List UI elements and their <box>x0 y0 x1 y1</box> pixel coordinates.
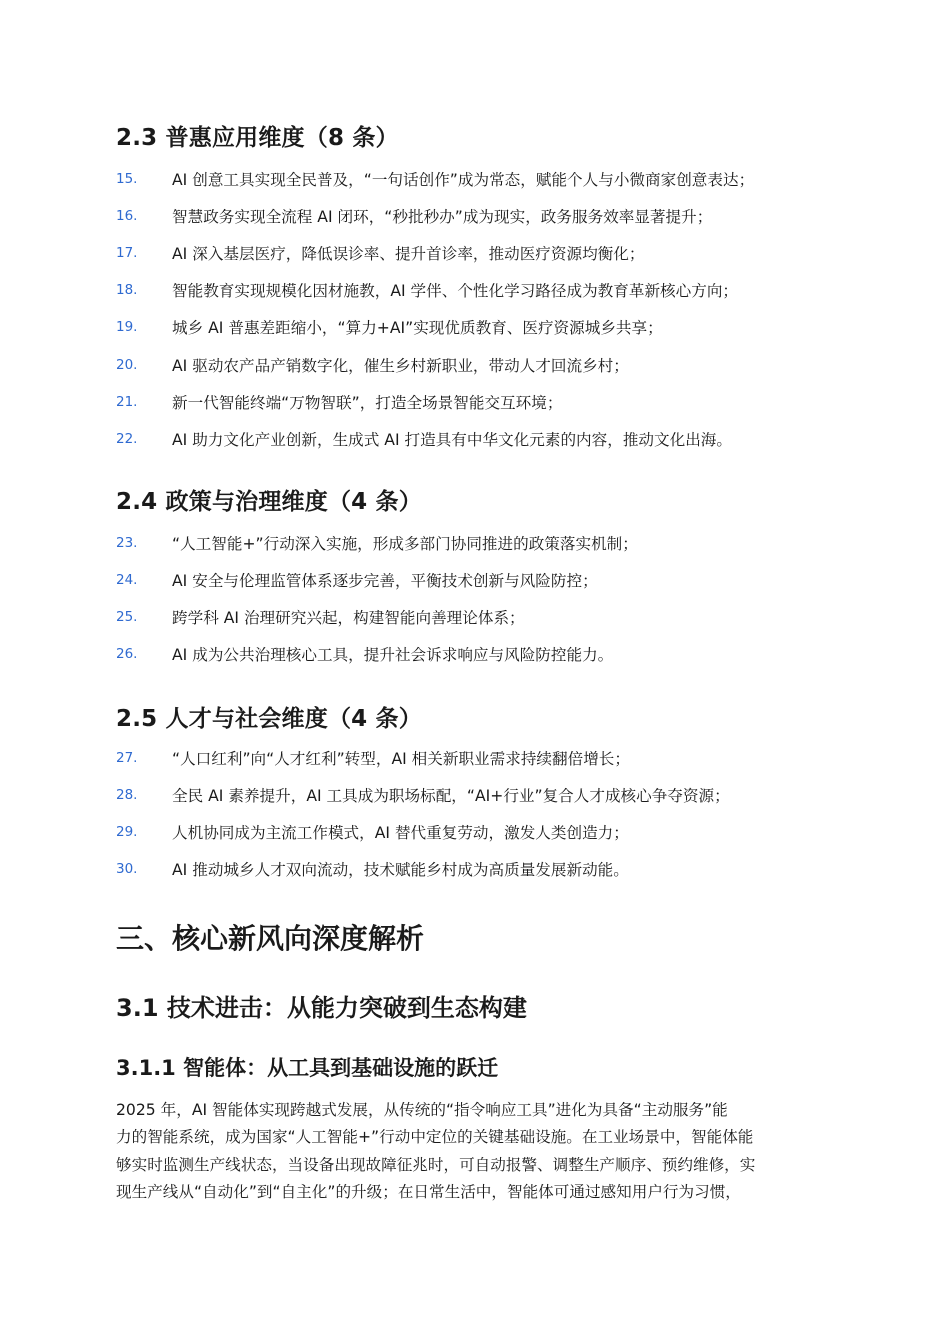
chapter-title: 三、核心新风向深度解析 <box>116 922 425 955</box>
item-number: 23. <box>116 534 138 551</box>
item-text: AI 深入基层医疗，降低误诊率、提升首诊率，推动医疗资源均衡化； <box>172 244 645 263</box>
item-number: 20. <box>116 356 138 373</box>
item-text: AI 成为公共治理核心工具，提升社会诉求响应与风险防控能力。 <box>172 646 614 665</box>
list-item <box>116 524 846 561</box>
section-heading-2-3: 2.3 普惠应用维度（8 条） <box>116 125 399 151</box>
subsection-heading-3-1: 3.1 技术进击：从能力突破到生态构建 <box>116 994 527 1022</box>
item-number: 21. <box>116 393 138 410</box>
body-paragraph <box>116 1097 846 1206</box>
item-text: 城乡 AI 普惠差距缩小，“算力+AI”实现优质教育、医疗资源城乡共享； <box>172 319 663 338</box>
list-item <box>116 636 846 673</box>
item-text: “人工智能+”行动深入实施，形成多部门协同推进的政策落实机制； <box>172 534 638 553</box>
list-item <box>116 598 846 635</box>
paragraph-line: 力的智能系统，成为国家“人工智能+”行动中定位的关键基础设施。在工业场景中，智能体能 <box>116 1128 754 1147</box>
list-item <box>116 851 846 888</box>
item-text: 全民 AI 素养提升，AI 工具成为职场标配，“AI+行业”复合人才成核心争夺资源； <box>172 786 730 805</box>
list-item <box>116 309 846 346</box>
list-item <box>116 561 846 598</box>
item-text: AI 创意工具实现全民普及，“一句话创作”成为常态，赋能个人与小微商家创意表达； <box>172 170 755 189</box>
section-heading-2-4: 2.4 政策与治理维度（4 条） <box>116 489 422 515</box>
list-item <box>116 234 846 271</box>
item-text: 新一代智能终端“万物智联”，打造全场景智能交互环境； <box>172 393 563 412</box>
item-number: 26. <box>116 646 138 663</box>
section-heading-2-5: 2.5 人才与社会维度（4 条） <box>116 706 422 732</box>
paragraph-line: 够实时监测生产线状态，当设备出现故障征兆时，可自动报警、调整生产顺序、预约维修，实 <box>116 1155 756 1174</box>
item-text: 人机协同成为主流工作模式，AI 替代重复劳动，激发人类创造力； <box>172 823 629 842</box>
item-number: 29. <box>116 823 138 840</box>
item-number: 24. <box>116 571 138 588</box>
item-number: 25. <box>116 608 138 625</box>
item-number: 30. <box>116 861 138 878</box>
section-2-4-list <box>116 524 846 673</box>
paragraph-line: 2025 年，AI 智能体实现跨越式发展，从传统的“指令响应工具”进化为具备“主动服务”能 <box>116 1101 728 1119</box>
item-text: 智慧政务实现全流程 AI 闭环，“秒批秒办”成为现实，政务服务效率显著提升； <box>172 207 713 226</box>
section-2-5-list <box>116 739 846 888</box>
item-text: AI 助力文化产业创新，生成式 AI 打造具有中华文化元素的内容，推动文化出海。 <box>172 430 732 449</box>
item-number: 27. <box>116 749 138 766</box>
list-item <box>116 420 846 457</box>
item-text: AI 推动城乡人才双向流动，技术赋能乡村成为高质量发展新动能。 <box>172 861 629 880</box>
item-number: 16. <box>116 207 138 224</box>
list-item <box>116 813 846 850</box>
paragraph-line: 现生产线从“自动化”到“自主化”的升级；在日常生活中，智能体可通过感知用户行为习惯， <box>116 1182 741 1201</box>
item-number: 28. <box>116 786 138 803</box>
list-item <box>116 383 846 420</box>
item-number: 18. <box>116 282 138 299</box>
item-text: “人口红利”向“人才红利”转型，AI 相关新职业需求持续翻倍增长； <box>172 749 630 768</box>
list-item <box>116 197 846 234</box>
item-text: 跨学科 AI 治理研究兴起，构建智能向善理论体系； <box>172 608 525 627</box>
item-number: 17. <box>116 244 138 261</box>
list-item <box>116 776 846 813</box>
item-number: 22. <box>116 430 138 447</box>
section-2-3-list <box>116 160 846 458</box>
subsubsection-heading-3-1-1: 3.1.1 智能体：从工具到基础设施的跃迁 <box>116 1056 499 1080</box>
item-text: AI 驱动农产品产销数字化，催生乡村新职业，带动人才回流乡村； <box>172 356 629 375</box>
list-item <box>116 272 846 309</box>
list-item <box>116 739 846 776</box>
item-text: AI 安全与伦理监管体系逐步完善，平衡技术创新与风险防控； <box>172 571 598 590</box>
item-number: 19. <box>116 319 138 336</box>
item-number: 15. <box>116 170 138 187</box>
list-item <box>116 160 846 197</box>
item-text: 智能教育实现规模化因材施教，AI 学伴、个性化学习路径成为教育革新核心方向； <box>172 282 739 301</box>
list-item <box>116 346 846 383</box>
